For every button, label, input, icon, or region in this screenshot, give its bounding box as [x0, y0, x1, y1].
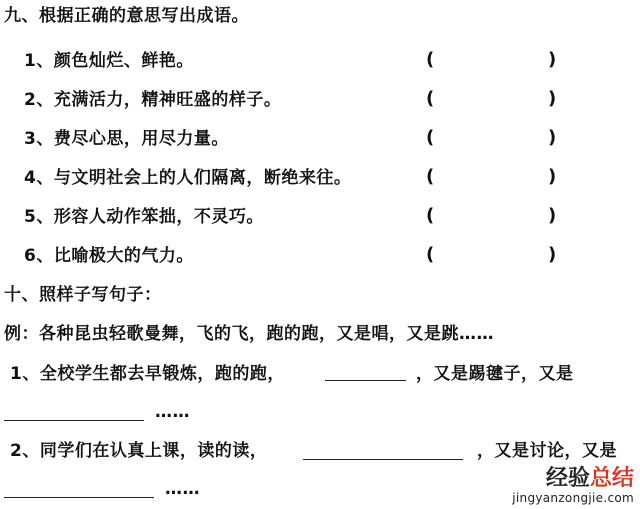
q1-blank-2: [4, 420, 144, 421]
q1-text-part1: 1、全校学生都去早锻炼，跑的跑，: [10, 364, 285, 384]
answer-paren-close-2: ): [548, 88, 557, 109]
answer-paren-open-4: (: [426, 166, 435, 187]
q1-ellipsis: ……: [155, 402, 190, 422]
watermark-text-b: 总结: [589, 466, 634, 491]
watermark-logo-text: [512, 467, 634, 491]
answer-paren-close-6: ): [548, 244, 557, 265]
answer-paren-open-3: (: [426, 127, 435, 148]
s9-item-3: 3、费尽心思，用尽力量。: [24, 129, 229, 149]
watermark: [512, 467, 634, 505]
q1-blank-1: [325, 380, 406, 381]
s9-item-5: 5、形容人动作笨拙，不灵巧。: [24, 207, 264, 227]
watermark-url: jingyanzongjie.com: [512, 491, 634, 505]
section10-heading: 十、照样子写句子：: [4, 285, 162, 305]
watermark-text-a: 经验: [545, 466, 590, 491]
s9-item-2: 2、充满活力，精神旺盛的样子。: [24, 90, 282, 110]
answer-paren-close-1: ): [548, 49, 557, 70]
s9-item-1: 1、颜色灿烂、鲜艳。: [24, 51, 194, 71]
answer-paren-open-1: (: [426, 49, 435, 70]
q2-blank-1: [303, 459, 463, 460]
q2-blank-2: [4, 497, 154, 498]
answer-paren-open-5: (: [426, 205, 435, 226]
q1-text-part2: ，又是踢毽子，又是: [416, 364, 574, 384]
answer-paren-open-2: (: [426, 88, 435, 109]
answer-paren-close-3: ): [548, 127, 557, 148]
answer-paren-close-5: ): [548, 205, 557, 226]
section9-heading: 九、根据正确的意思写出成语。: [4, 6, 249, 26]
answer-paren-open-6: (: [426, 244, 435, 265]
s9-item-6: 6、比喻极大的气力。: [24, 246, 194, 266]
q2-text-part1: 2、同学们在认真上课，读的读，: [10, 441, 268, 461]
answer-paren-close-4: ): [548, 166, 557, 187]
s9-item-4: 4、与文明社会上的人们隔离，断绝来往。: [24, 168, 352, 188]
q2-ellipsis: ……: [165, 479, 200, 499]
q2-text-part2: ，又是讨论，又是: [477, 441, 617, 461]
example-sentence: 例：各种昆虫轻歌曼舞，飞的飞，跑的跑，又是唱，又是跳……: [4, 324, 494, 344]
